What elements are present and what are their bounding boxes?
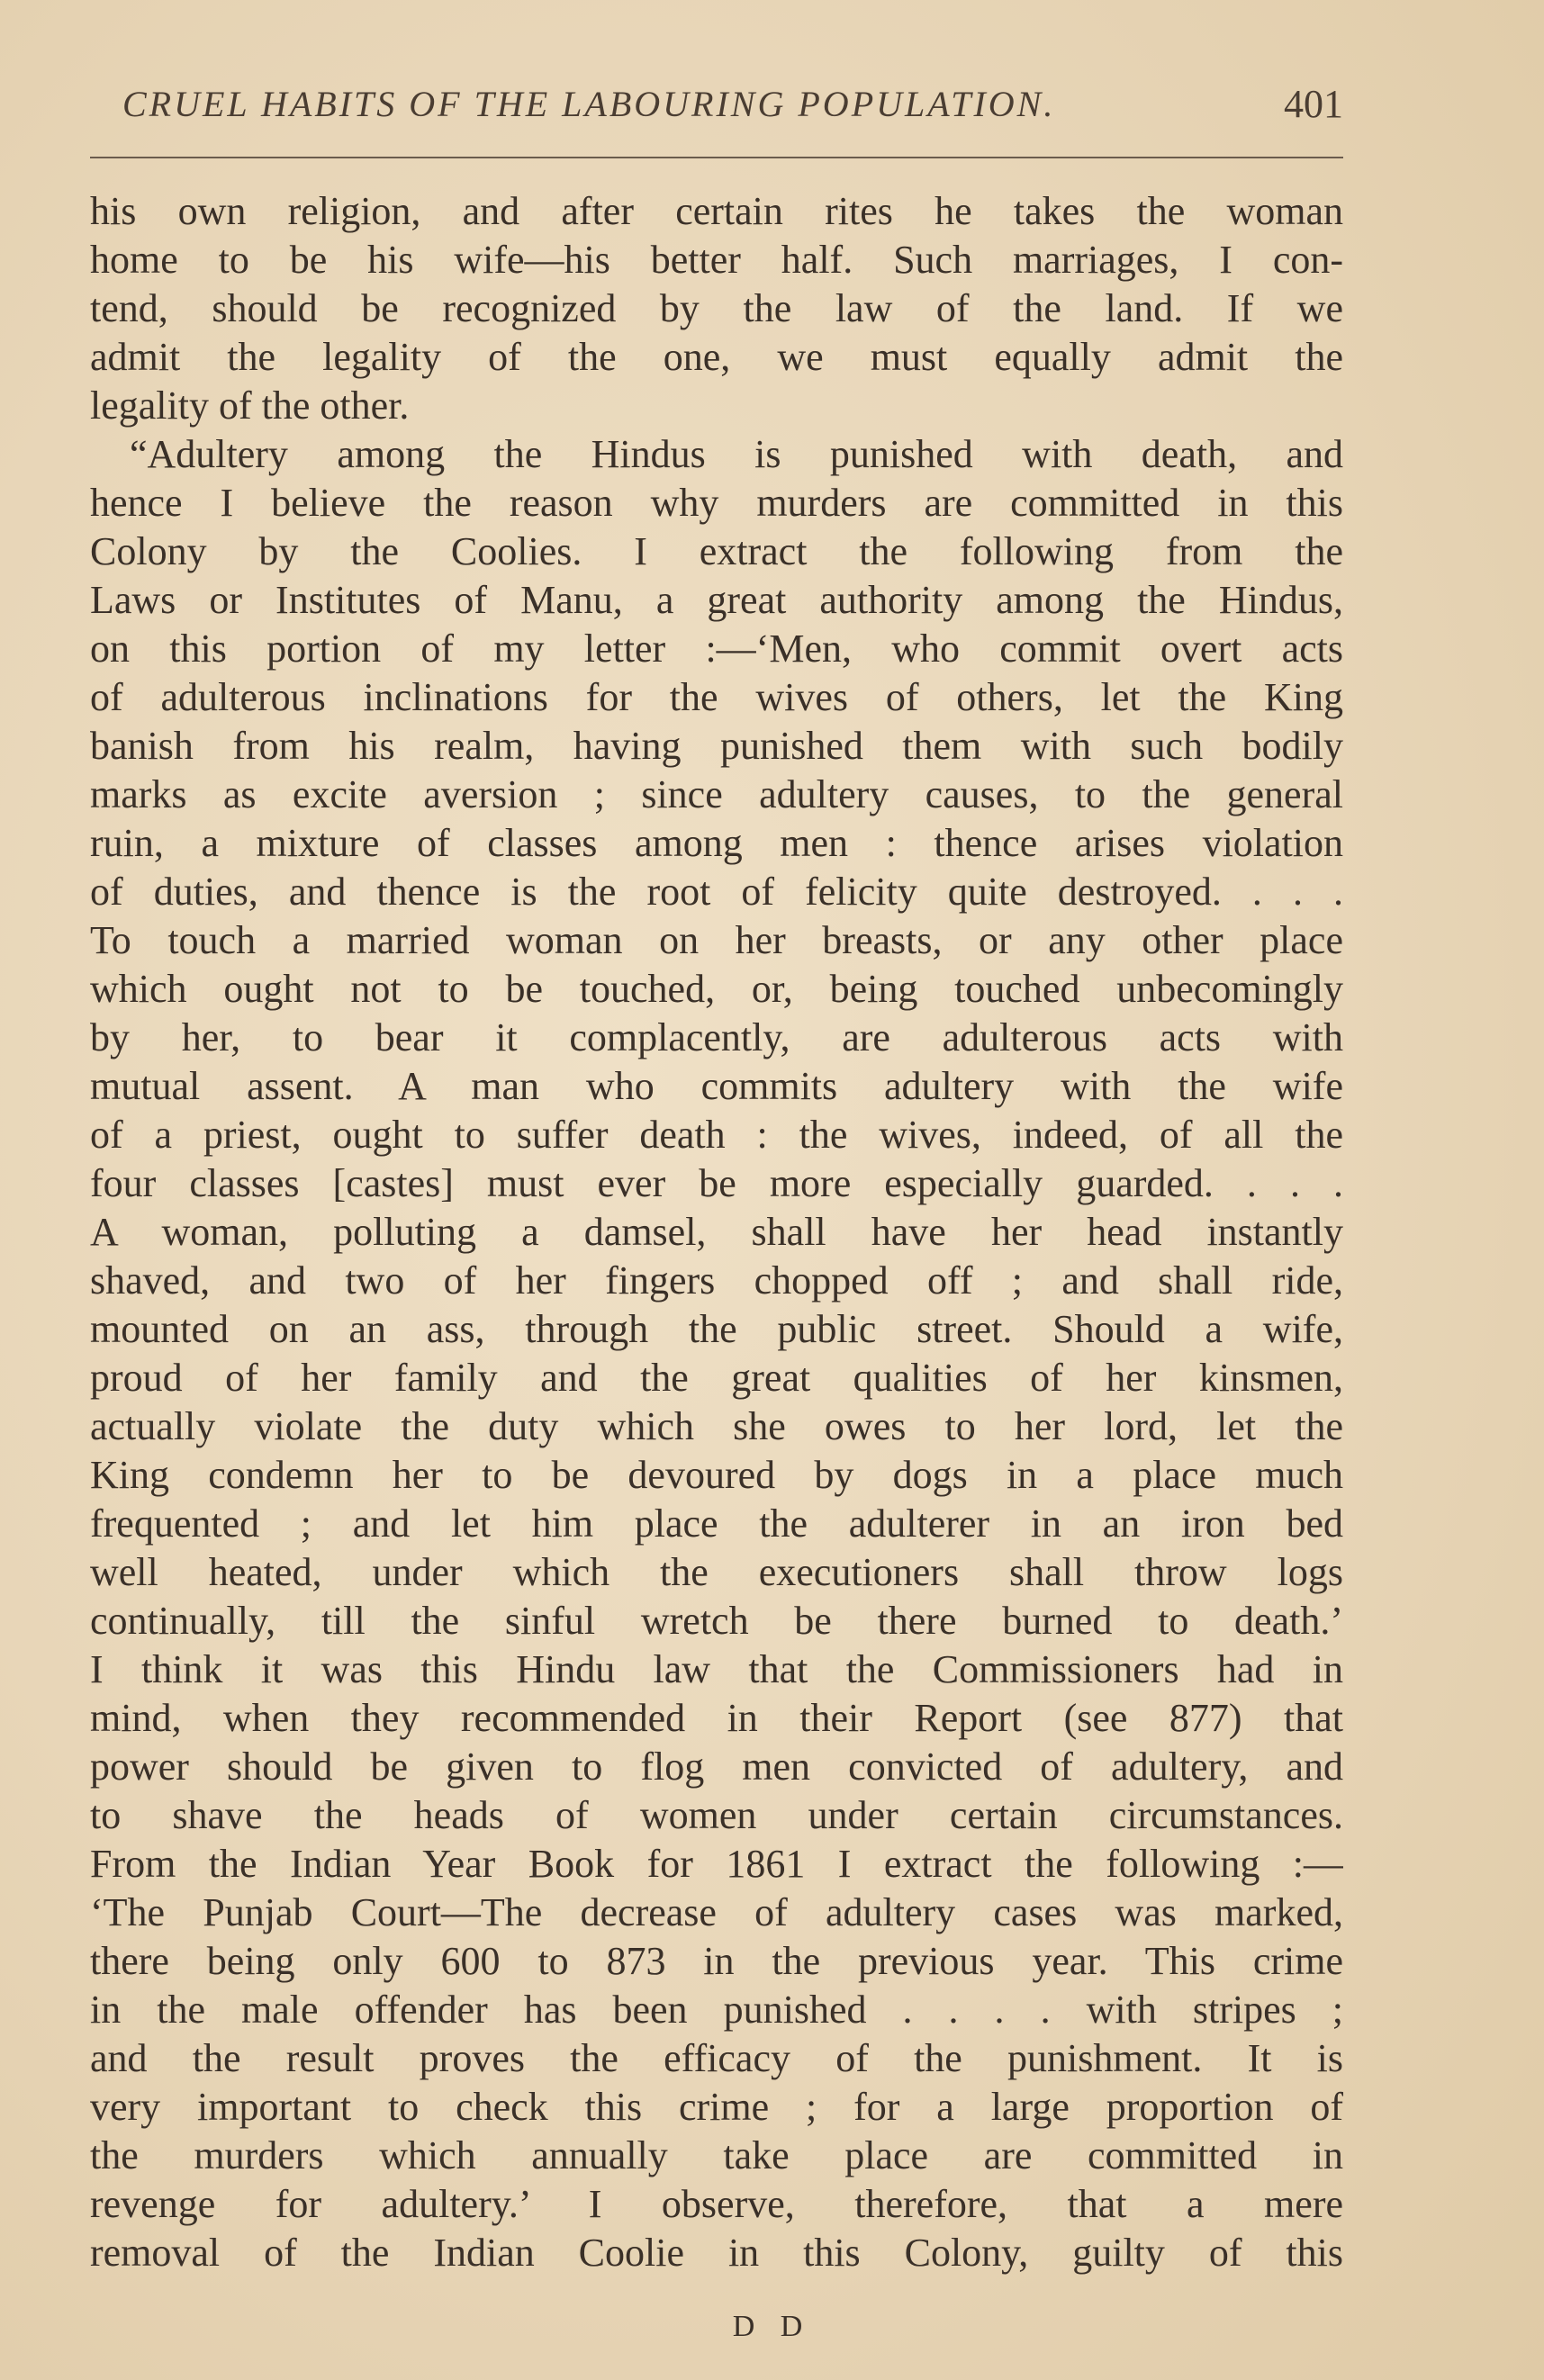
text-line: To touch a married woman on her breasts, or any other place xyxy=(90,918,1343,962)
text-line: “Adultery among the Hindus is punished with death, and xyxy=(130,432,1343,476)
text-line: actually violate the duty which she owes to her lord, let the xyxy=(90,1404,1343,1448)
running-head xyxy=(90,77,1343,135)
text-line: removal of the Indian Coolie in this Colony, guilty of this xyxy=(90,2231,1343,2275)
header-rule xyxy=(90,157,1343,158)
text-line: four classes [castes] must ever be more especially guarded. . . . xyxy=(90,1161,1343,1205)
text-line: From the Indian Year Book for 1861 I extract the following :— xyxy=(90,1842,1343,1886)
signature-mark: D D xyxy=(732,2310,812,2343)
text-line: well heated, under which the executioners shall throw logs xyxy=(90,1550,1343,1594)
text-line: which ought not to be touched, or, being touched unbecomingly xyxy=(90,967,1343,1011)
body-text xyxy=(90,187,1343,2277)
text-line: banish from his realm, having punished them with such bodily xyxy=(90,724,1343,768)
text-line: to shave the heads of women under certain circumstances. xyxy=(90,1793,1343,1837)
text-line: continually, till the sinful wretch be there burned to death.’ xyxy=(90,1599,1343,1643)
text-line: ruin, a mixture of classes among men : thence arises violation xyxy=(90,821,1343,865)
page-number: 401 xyxy=(1284,82,1343,126)
text-line: hence I believe the reason why murders are committed in this xyxy=(90,481,1343,525)
text-line: the murders which annually take place are committed in xyxy=(90,2133,1343,2177)
running-title: CRUEL HABITS OF THE LABOURING POPULATION. xyxy=(122,84,1056,124)
text-line: tend, should be recognized by the law of the land. If we xyxy=(90,286,1343,330)
text-line: frequented ; and let him place the adulterer in an iron bed xyxy=(90,1501,1343,1546)
text-line: I think it was this Hindu law that the Commissioners had in xyxy=(90,1647,1343,1691)
text-line: marks as excite aversion ; since adultery causes, to the general xyxy=(90,772,1343,816)
text-line: mutual assent. A man who commits adultery with the wife xyxy=(90,1064,1343,1108)
text-line: shaved, and two of her fingers chopped off ; and shall ride, xyxy=(90,1258,1343,1303)
text-line: revenge for adultery.’ I observe, therefore, that a mere xyxy=(90,2182,1343,2226)
text-line: Laws or Institutes of Manu, a great authority among the Hindus, xyxy=(90,578,1343,622)
text-line: ‘The Punjab Court—The decrease of adultery cases was marked, xyxy=(90,1890,1343,1934)
text-line: A woman, polluting a damsel, shall have her head instantly xyxy=(90,1210,1343,1254)
text-line: proud of her family and the great qualities of her kinsmen, xyxy=(90,1356,1343,1400)
text-line: of a priest, ought to suffer death : the wives, indeed, of all the xyxy=(90,1113,1343,1157)
text-line: mounted on an ass, through the public street. Should a wife, xyxy=(90,1307,1343,1351)
text-line: admit the legality of the one, we must equally admit the xyxy=(90,335,1343,379)
text-line: there being only 600 to 873 in the previous year. This crime xyxy=(90,1939,1343,1983)
text-line: on this portion of my letter :—‘Men, who commit overt acts xyxy=(90,627,1343,671)
text-line: of adulterous inclinations for the wives of others, let the King xyxy=(90,675,1343,719)
text-line: legality of the other. xyxy=(90,383,410,428)
text-line: mind, when they recommended in their Report (see 877) that xyxy=(90,1696,1343,1740)
text-line: of duties, and thence is the root of felicity quite destroyed. . . . xyxy=(90,870,1343,914)
text-line: power should be given to flog men convicted of adultery, and xyxy=(90,1744,1343,1789)
text-line: home to be his wife—his better half. Such marriages, I con- xyxy=(90,238,1343,282)
text-line: in the male offender has been punished . . . . with stripes ; xyxy=(90,1988,1343,2032)
text-line: very important to check this crime ; for a large proportion of xyxy=(90,2085,1343,2129)
text-line: and the result proves the efficacy of the punishment. It is xyxy=(90,2036,1343,2080)
text-line: by her, to bear it complacently, are adulterous acts with xyxy=(90,1015,1343,1059)
text-line: his own religion, and after certain rites he takes the woman xyxy=(90,189,1343,233)
text-line: King condemn her to be devoured by dogs in a place much xyxy=(90,1453,1343,1497)
text-line: Colony by the Coolies. I extract the following from the xyxy=(90,529,1343,573)
